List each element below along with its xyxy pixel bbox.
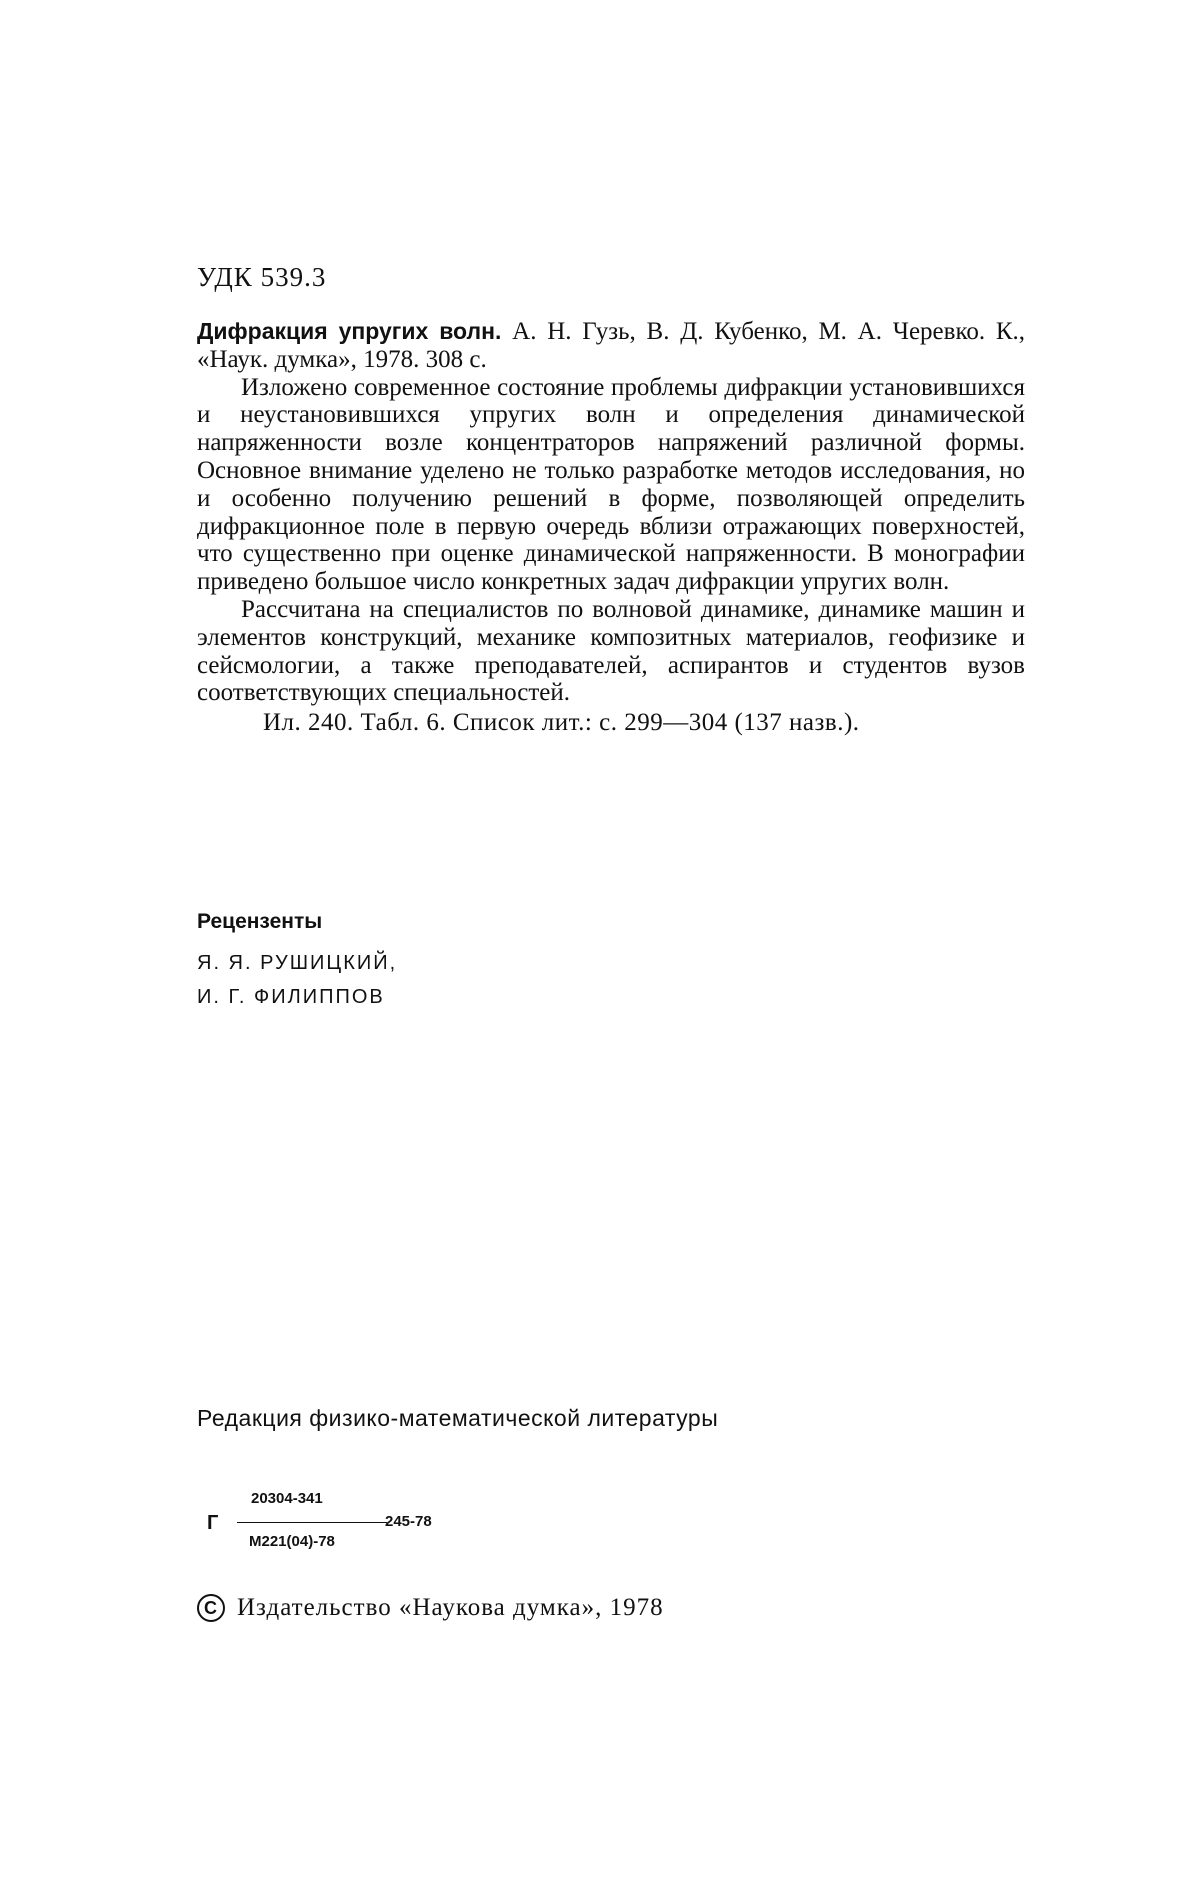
code-denominator: М221(04)-78: [249, 1533, 335, 1550]
reviewer-name: Я. Я. РУШИЦКИЙ,: [197, 952, 398, 974]
copyright-line: [197, 1594, 664, 1622]
code-letter: Г: [207, 1512, 219, 1534]
abstract-paragraph-2: Рассчитана на специалистов по волновой динамике, динамике машин и элементов конструкций, механике композитных материалов, геофизике и сейсмологии, а также преподавателей, аспирантов и студентов вузов соответствующих специальностей.: [197, 595, 1025, 707]
reviewer-name: И. Г. ФИЛИППОВ: [197, 986, 385, 1008]
publication-code: [207, 1490, 467, 1560]
code-numerator: 20304-341: [251, 1490, 323, 1507]
abstract-paragraph-1: Изложено современное состояние проблемы дифракции установившихся и неустановившихся упругих волн и определения динамической напряженности возле концентраторов напряжений различной формы. Основное внимание уделено не только разработке методов исследования, но и особенно получению решений в форме, позволяющей определить дифракционное поле в первую очередь вблизи отражающих поверхностей, что существенно при оценке динамической напряженности. В монографии приведено большое число конкретных задач дифракции упругих волн.: [197, 373, 1025, 596]
abstract: [197, 318, 1025, 737]
code-suffix: 245-78: [385, 1513, 432, 1530]
fraction-line: [237, 1522, 387, 1523]
citation: А. Н. Гузь, В. Д. Кубенко, М. А. Черевко. К., «Наук. думка», 1978. 308 с.: [197, 318, 1025, 373]
bibliographic-entry: [197, 318, 1025, 374]
reviewers-heading: Рецензенты: [197, 910, 323, 933]
editorial-office: Редакция физико-математической литературы: [197, 1405, 719, 1431]
copyright-icon: C: [197, 1594, 225, 1622]
reviewers-section: [197, 910, 397, 1014]
publication-stats: Ил. 240. Табл. 6. Список лит.: с. 299—304 (137 назв.).: [263, 709, 860, 737]
copyright-text: Издательство «Наукова думка», 1978: [237, 1594, 664, 1621]
book-title: Дифракция упругих волн.: [197, 318, 502, 344]
udk-code: УДК 539.3: [197, 262, 327, 292]
